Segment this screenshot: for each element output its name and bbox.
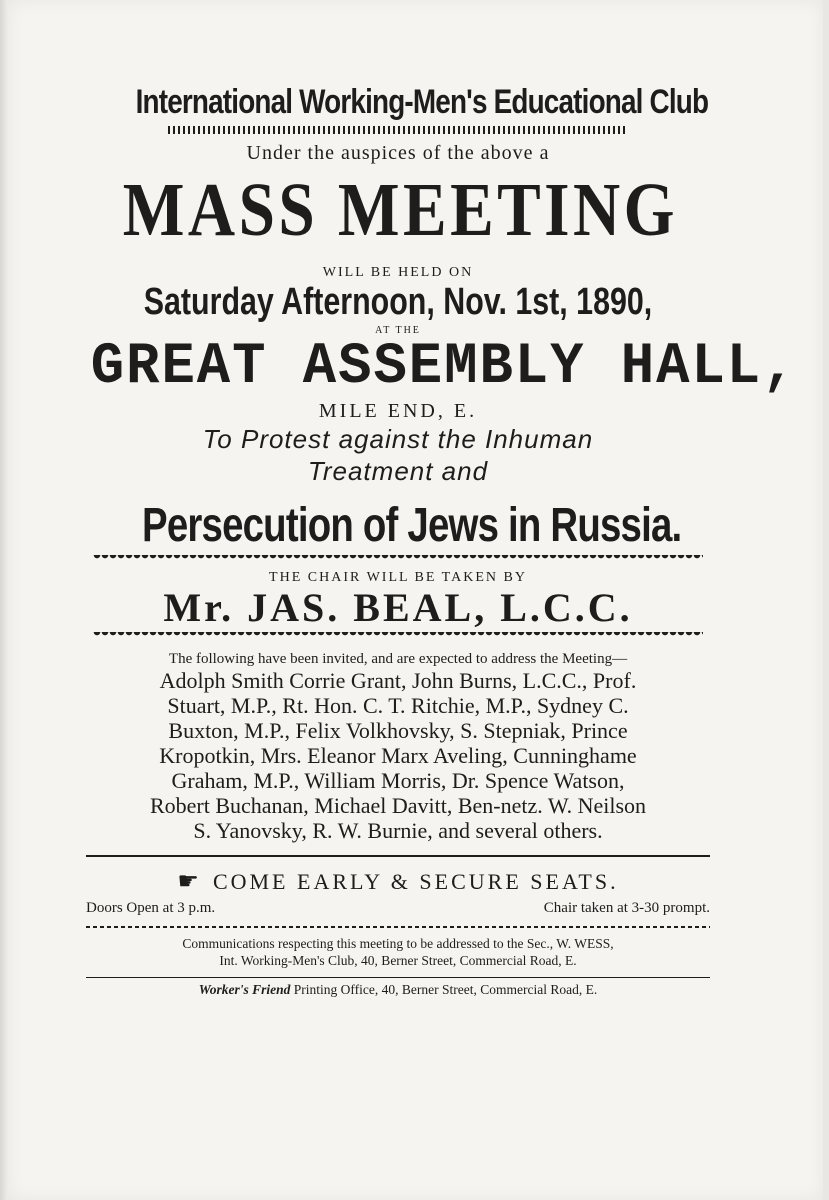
communications-note <box>86 935 710 969</box>
come-early-text: COME EARLY & SECURE SEATS. <box>212 868 619 894</box>
invited-intro: The following have been invited, and are expected to address the Meeting— <box>168 651 628 667</box>
chair-name: Mr. JAS. BEAL, L.C.C. <box>163 585 633 630</box>
doors-open-text: Doors Open at 3 p.m. <box>86 900 216 916</box>
persecution-headline: Persecution of Jews in Russia. <box>142 499 682 552</box>
speaker-list <box>84 668 712 843</box>
wavy-rule-2 <box>93 632 703 639</box>
horizontal-rule-thin <box>86 977 710 978</box>
printer-name: Worker's Friend <box>198 982 291 997</box>
protest-line-1: To Protest against the Inhuman <box>202 424 594 454</box>
speaker-line: Kropotkin, Mrs. Eleanor Marx Aveling, Cunninghame <box>159 743 637 768</box>
will-be-held-line: WILL BE HELD ON <box>322 265 474 280</box>
comms-line-2: Int. Working-Men's Club, 40, Berner Street, Commercial Road, E. <box>219 953 577 968</box>
club-name: International Working-Men's Educational Club <box>135 83 709 121</box>
speaker-line: Graham, M.P., William Morris, Dr. Spence Watson, <box>171 768 625 793</box>
dashed-rule <box>86 923 710 931</box>
wavy-rule <box>93 555 703 562</box>
book-page <box>8 0 823 1200</box>
chair-taken-text: Chair taken at 3-30 prompt. <box>543 900 710 916</box>
auspices-line: Under the auspices of the above a <box>246 142 550 164</box>
book-spine-edge <box>0 0 8 1200</box>
speaker-line: Stuart, M.P., Rt. Hon. C. T. Ritchie, M.P., Sydney C. <box>167 693 629 718</box>
venue-location: MILE END, E. <box>318 400 478 422</box>
chair-intro: THE CHAIR WILL BE TAKEN BY <box>269 570 527 585</box>
at-the-line: AT THE <box>375 325 421 336</box>
pointing-hand-icon: ☛ <box>177 869 199 895</box>
speaker-line: Buxton, M.P., Felix Volkhovsky, S. Stepniak, Prince <box>168 718 628 743</box>
speaker-line: S. Yanovsky, R. W. Burnie, and several others. <box>193 818 603 843</box>
venue-name: GREAT ASSEMBLY HALL, <box>90 335 798 400</box>
speaker-line: Adolph Smith Corrie Grant, John Burns, L.C.C., Prof. <box>159 668 637 693</box>
speaker-line: Robert Buchanan, Michael Davitt, Ben-netz. W. Neilson <box>149 793 647 818</box>
protest-line-2: Treatment and <box>307 456 489 486</box>
headline: MASS MEETING <box>122 168 678 252</box>
times-row <box>86 900 710 917</box>
meeting-date: Saturday Afternoon, Nov. 1st, 1890, <box>143 281 653 323</box>
come-early-row <box>78 867 718 896</box>
comms-line-1: Communications respecting this meeting to be addressed to the Sec., W. WESS, <box>182 936 614 951</box>
horizontal-rule <box>86 855 710 857</box>
printer-credit <box>78 982 718 998</box>
printer-address: Printing Office, 40, Berner Street, Commercial Road, E. <box>290 982 598 997</box>
poster <box>78 70 798 998</box>
decorative-rule <box>168 126 628 134</box>
